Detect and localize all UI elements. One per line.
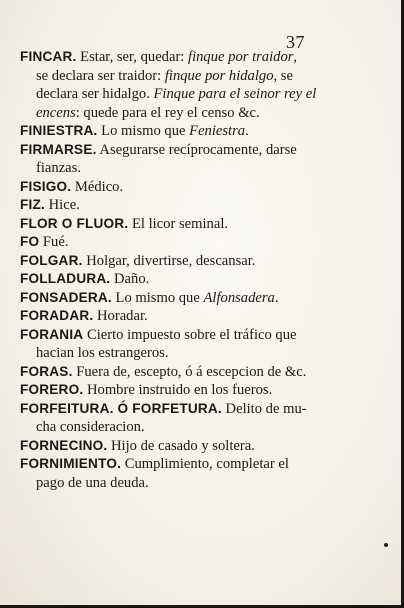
- ink-speck: [384, 543, 388, 547]
- entry-first-line: [0, 326, 400, 345]
- entry-continuation-line: [0, 474, 400, 493]
- entry-italic-text: encens: [36, 104, 76, 121]
- glossary-entry: [0, 141, 400, 178]
- entry-italic-text: Finque para el seinor rey el: [153, 86, 317, 102]
- glossary-entry: [0, 363, 400, 382]
- entry-first-line: [0, 141, 400, 160]
- entry-headword: FIZ.: [20, 197, 45, 212]
- entry-headword: FIRMARSE.: [20, 141, 97, 157]
- entry-text: Hice.: [44, 197, 80, 213]
- entry-headword: FORADAR.: [20, 308, 94, 323]
- entry-text: Lo mismo que: [97, 123, 190, 139]
- entry-italic-text: finque por traidor: [188, 49, 294, 65]
- entry-first-line: [0, 233, 400, 252]
- entry-text: Fué.: [39, 234, 69, 250]
- entry-continuation-line: [0, 418, 400, 437]
- entry-text: Cumplimiento, completar el: [121, 456, 289, 472]
- entry-headword: FORFEITURA. Ó FORFETURA.: [20, 400, 222, 416]
- entry-italic-text: Alfonsadera: [203, 289, 275, 306]
- glossary-entry: [0, 289, 400, 308]
- entry-first-line: [0, 270, 400, 289]
- entry-text: Estar, ser, quedar:: [76, 49, 189, 65]
- entry-text: ,: [293, 49, 298, 65]
- entry-first-line: [0, 455, 400, 474]
- entry-first-line: [0, 178, 400, 197]
- entry-headword: FORERO.: [20, 382, 84, 397]
- entry-headword: FINCAR.: [20, 49, 77, 64]
- glossary-entry: [0, 326, 400, 363]
- entry-first-line: [0, 307, 400, 326]
- entry-headword: FORNECINO.: [20, 437, 108, 453]
- entry-text: Lo mismo que: [111, 289, 204, 306]
- entry-first-line: [0, 48, 400, 67]
- entry-text: .: [245, 123, 249, 139]
- entry-text: pago de una deuda.: [36, 474, 149, 491]
- glossary-entries: [0, 48, 400, 492]
- glossary-entry: [0, 307, 400, 326]
- entry-text: Horadar.: [93, 308, 148, 324]
- entry-headword: FINIESTRA.: [20, 123, 98, 138]
- entry-text: El licor seminal.: [128, 215, 229, 232]
- glossary-entry: [0, 455, 400, 492]
- entry-continuation-line: [0, 159, 400, 178]
- glossary-entry: [0, 381, 400, 400]
- entry-text: Médico.: [71, 178, 124, 195]
- entry-continuation-line: [0, 344, 400, 363]
- entry-first-line: [0, 381, 400, 400]
- entry-text: se declara ser traidor:: [36, 67, 165, 84]
- glossary-entry: [0, 437, 400, 456]
- entry-headword: FO: [20, 234, 40, 249]
- glossary-entry: [0, 178, 400, 197]
- page-number: 37: [286, 32, 305, 52]
- glossary-entry: [0, 215, 400, 234]
- entry-headword: FISIGO.: [20, 178, 72, 194]
- entry-continuation-line: [0, 85, 400, 104]
- entry-headword: FOLLADURA.: [20, 271, 111, 286]
- entry-text: Cierto impuesto sobre el tráfico que: [83, 326, 297, 343]
- entry-first-line: [0, 196, 400, 215]
- entry-text: Hombre instruido en los fueros.: [83, 382, 273, 398]
- entry-first-line: [0, 289, 400, 308]
- entry-text: Fuera de, escepto, ó á escepcion de &c.: [72, 363, 307, 380]
- entry-text: Asegurarse recíprocamente, darse: [96, 141, 297, 158]
- glossary-entry: [0, 122, 400, 141]
- entry-headword: FOLGAR.: [20, 252, 83, 268]
- entry-italic-text: Feniestra: [189, 123, 246, 139]
- glossary-entry: [0, 400, 400, 437]
- entry-text: Hijo de casado y soltera.: [107, 437, 255, 454]
- entry-text: fianzas.: [36, 160, 81, 176]
- entry-text: : quede para el rey el censo &c.: [75, 104, 260, 121]
- glossary-entry: [0, 48, 400, 122]
- entry-headword: FORAS.: [20, 363, 73, 379]
- entry-text: Daño.: [110, 271, 150, 287]
- entry-headword: FLOR O FLUOR.: [20, 215, 129, 231]
- entry-text: Delito de mu-: [221, 400, 307, 417]
- entry-first-line: [0, 252, 400, 271]
- entry-text: declara ser hidalgo.: [36, 86, 154, 102]
- entry-first-line: [0, 122, 400, 141]
- entry-continuation-line: [0, 104, 400, 123]
- glossary-entry: [0, 196, 400, 215]
- entry-text: , se: [273, 67, 293, 84]
- entry-headword: FORNIMIENTO.: [20, 456, 122, 471]
- entry-italic-text: finque por hidalgo: [164, 67, 274, 84]
- glossary-entry: [0, 233, 400, 252]
- entry-text: hacian los estrangeros.: [36, 345, 169, 361]
- entry-continuation-line: [0, 67, 400, 86]
- entry-first-line: [0, 400, 400, 419]
- glossary-entry: [0, 270, 400, 289]
- glossary-entry: [0, 252, 400, 271]
- entry-text: .: [274, 289, 279, 306]
- entry-headword: FONSADERA.: [20, 289, 112, 305]
- entry-first-line: [0, 215, 400, 234]
- entry-text: cha consideracion.: [36, 419, 145, 435]
- entry-first-line: [0, 363, 400, 382]
- entry-first-line: [0, 437, 400, 456]
- entry-text: Holgar, divertirse, descansar.: [82, 252, 256, 269]
- entry-headword: FORANIA: [20, 326, 84, 342]
